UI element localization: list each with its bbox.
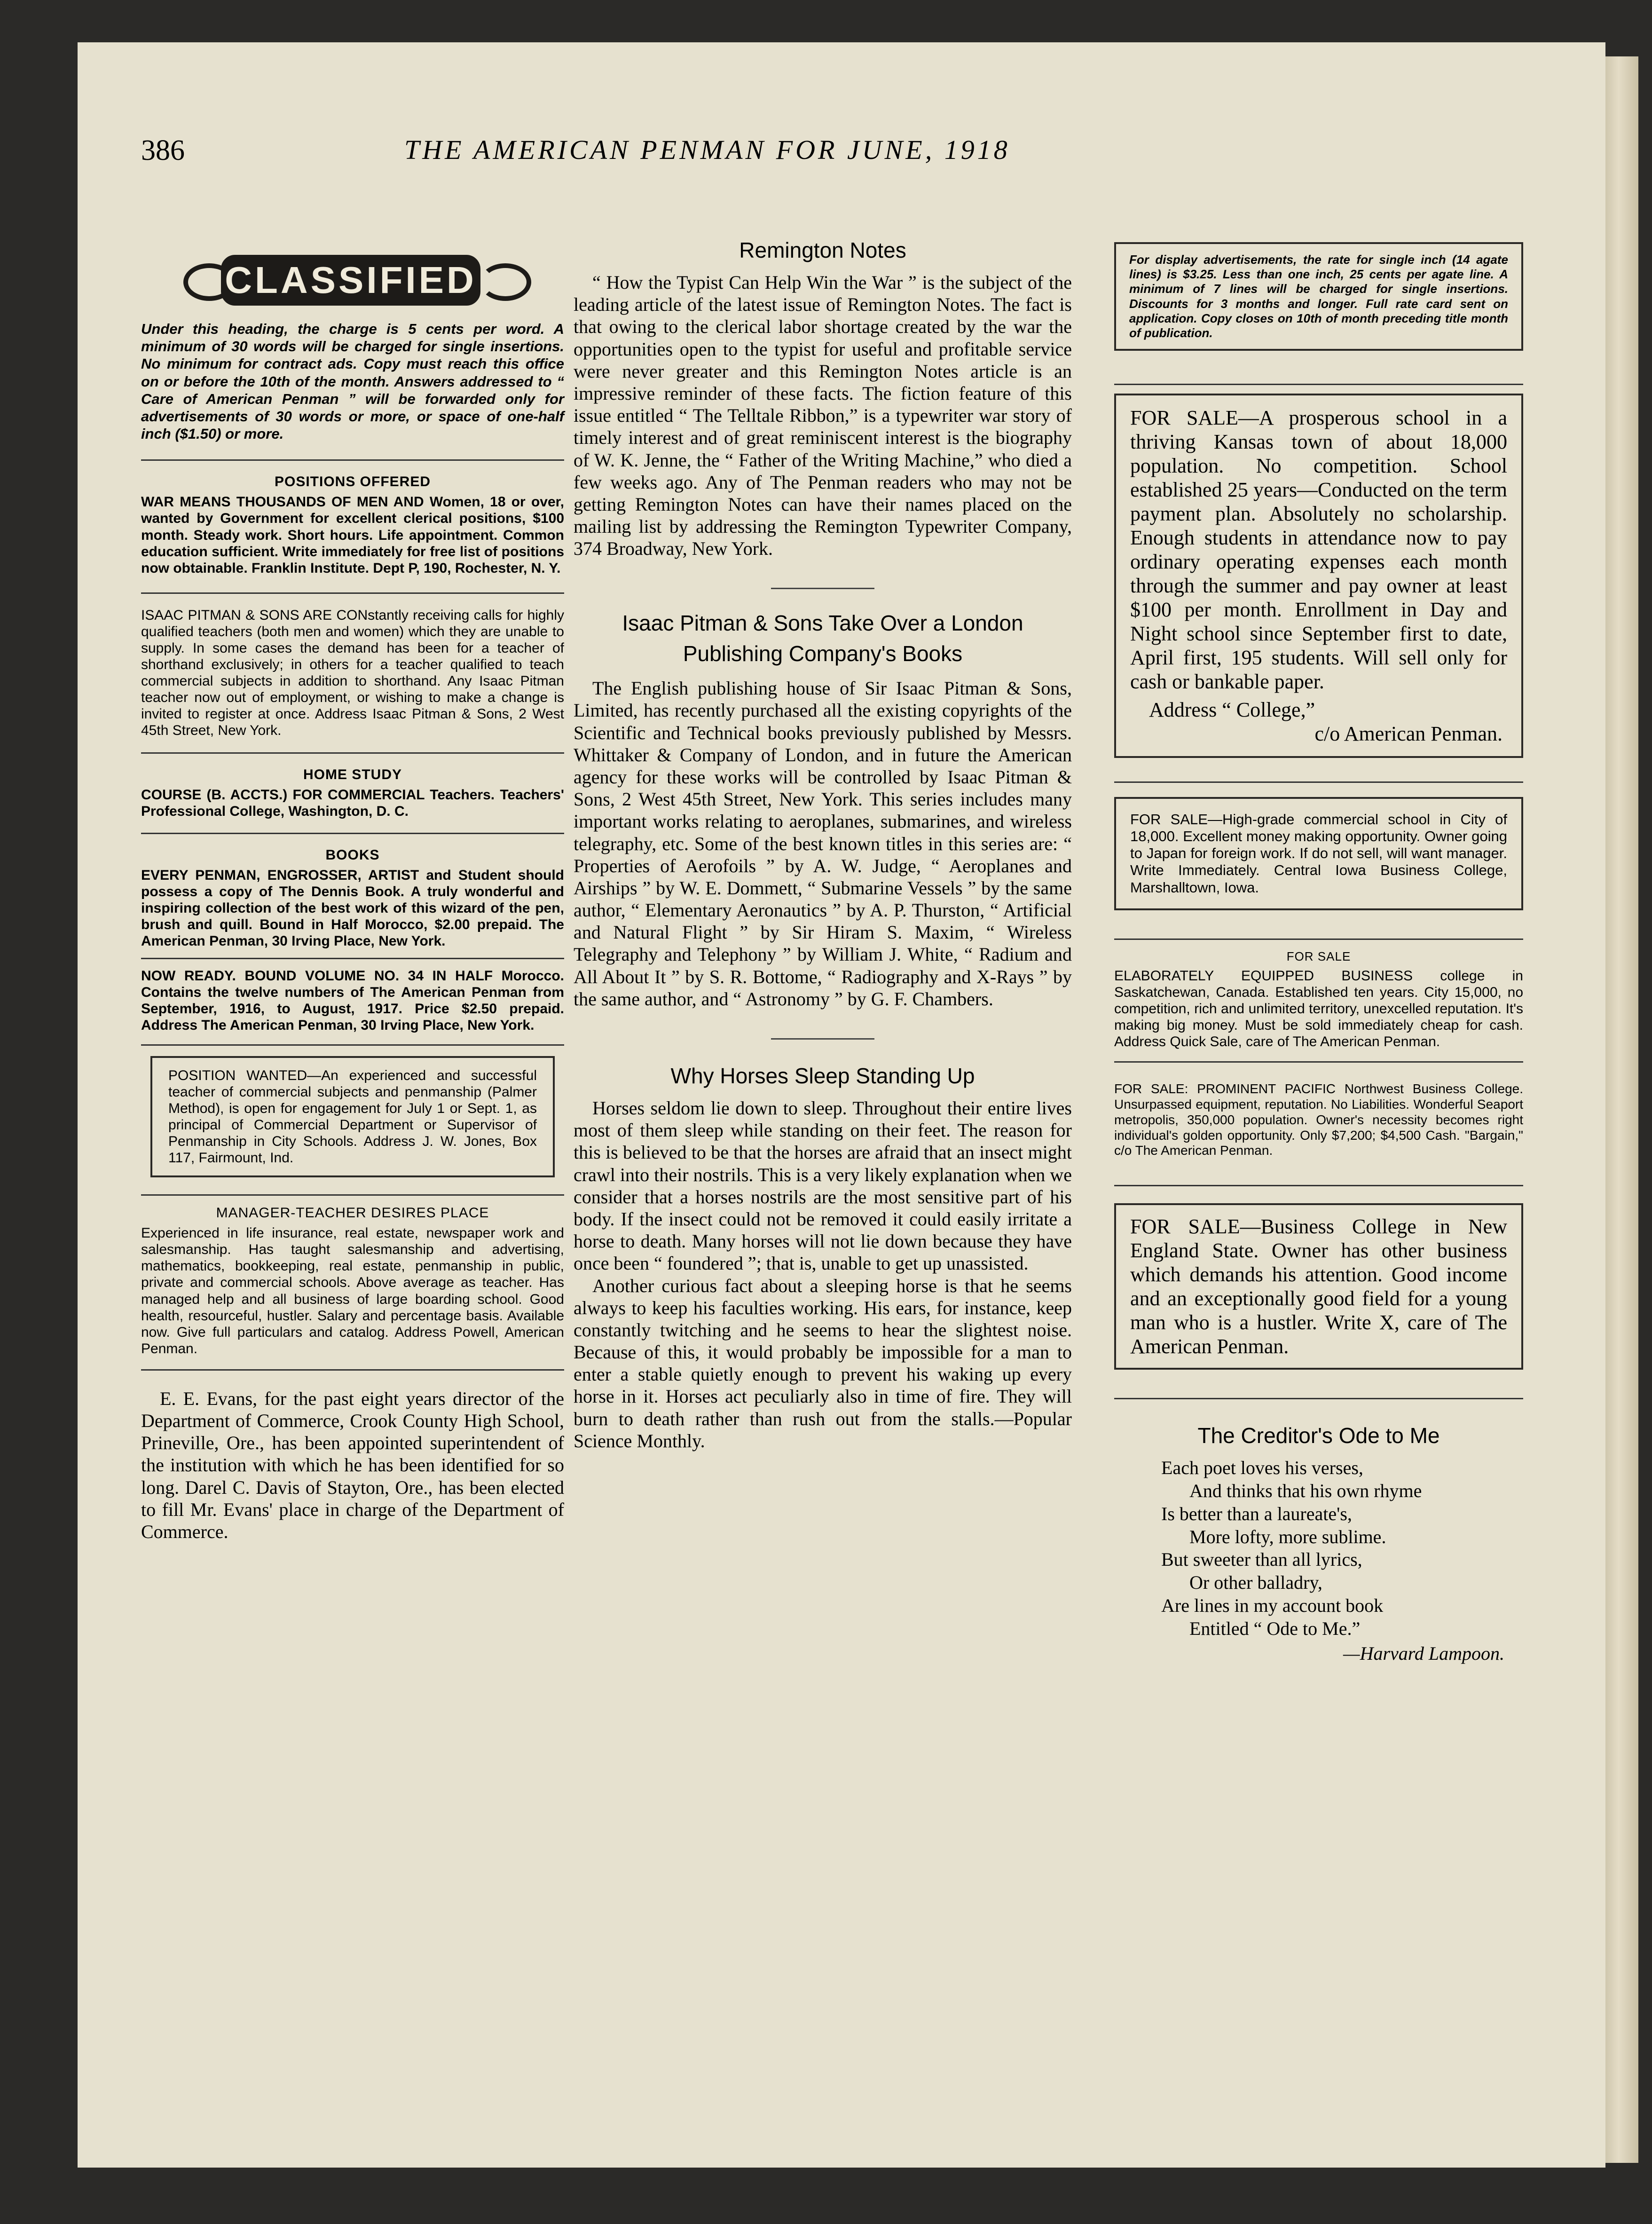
- kansas-ad-text: FOR SALE—A prosperous school in a thriving Kansas town of about 18,000 population. No competition. School established 25 years—Conducted on the term payment plan. Absolutely no scholarship. Enough students in attendance now to pay ordinary operating expenses each month through the summer and pay owner at least $100 per month. Enrollment in Day and Night school since September first to date, April first, 195 students. Will sell only for cash or bankable paper.: [1130, 406, 1507, 694]
- page-number: 386: [141, 134, 185, 166]
- classified-intro: Under this heading, the charge is 5 cents per word. A minimum of 30 words will be charged for single insertions. No minimum for contract ads. Copy must reach this office on or before the 10th of the month. Answers addressed to “ Care of American Penman ” will be forwarded only for advertisements of 30 words or more, or space of one-half inch ($1.50) or more.: [141, 321, 564, 442]
- pitman-teachers-ad: ISAAC PITMAN & SONS ARE CONstantly receiving calls for highly qualified teachers (both men and women) which they are unable to supply. In some cases the demand has been for a teacher of shorthand exclusively; in others for a teacher qualified to teach commercial subjects in addition to shorthand. Any Isaac Pitman teacher now out of employment, or wishing to make a change is invited to register at once. Address Isaac Pitman & Sons, 2 West 45th Street, New York.: [141, 607, 564, 739]
- poem: [1114, 1457, 1523, 1640]
- pitman-london-title: Isaac Pitman & Sons Take Over a London Publishing Company's Books: [622, 611, 1023, 666]
- books-ad: EVERY PENMAN, ENGROSSER, ARTIST and Student should possess a copy of The Dennis Book. A truly wonderful and inspiring collection of the best work of this wizard of the pen, brush and quill. Bound in Half Morocco, $2.00 prepaid. The American Penman, 30 Irving Place, New York.: [141, 867, 564, 949]
- divider: [141, 592, 564, 594]
- divider: [141, 833, 564, 834]
- swirl-right-icon: [480, 263, 531, 301]
- column-articles: [574, 237, 1072, 1452]
- divider: [771, 588, 874, 589]
- poem-line: Entitled “ Ode to Me.”: [1189, 1617, 1361, 1639]
- divider: [141, 1044, 564, 1046]
- column-for-sale: [1114, 242, 1523, 1664]
- divider: [1114, 384, 1523, 385]
- poem-line: Are lines in my account book: [1161, 1595, 1384, 1617]
- saskatchewan-ad: ELABORATELY EQUIPPED BUSINESS college in Saskatchewan, Canada. Established ten years. City 15,000, no competition, rich and unlimited territory, unexcelled reputation. It's making big money. Must be sold immediately cheap for cash. Address Quick Sale, care of The American Penman.: [1114, 968, 1523, 1050]
- position-wanted-box: [150, 1056, 555, 1178]
- divider: [141, 1194, 564, 1196]
- horses-title: Why Horses Sleep Standing Up: [670, 1064, 975, 1088]
- new-england-ad-box: [1114, 1203, 1523, 1370]
- horses-paragraph-2: Another curious fact about a sleeping horse is that he seems always to keep his faculties working. His ears, for instance, keep constantly twitching and he seems to hear the slightest noise. Because of this, it would probably be impossible for a man to enter a stable quietly enough to prevent his waking up every horse in it. Horses act peculiarly also in time of fire. They will burn to death rather than rush out from the stalls.—Popular Science Monthly.: [574, 1275, 1072, 1451]
- display-rates-box: [1114, 242, 1523, 351]
- new-england-ad-text: FOR SALE—Business College in New England State. Owner has other business which demands his attention. Good income and an exceptionally good field for a young man who is a hustler. Write X, care of The American Penman.: [1130, 1215, 1507, 1358]
- page-edge: [1605, 56, 1638, 2163]
- position-wanted-ad: POSITION WANTED—An experienced and successful teacher of commercial subjects and penmanship (Palmer Method), is open for engagement for July 1 or Sept. 1, as principal of Commercial Department or Supervisor of Penmanship in City Schools. Address J. W. Jones, Box 117, Fairmount, Ind.: [168, 1067, 537, 1166]
- bound-volume-ad: NOW READY. BOUND VOLUME NO. 34 IN HALF Morocco. Contains the twelve numbers of The American Penman from September, 1916, to August, 1917. Price $2.50 prepaid. Address The American Penman, 30 Irving Place, New York.: [141, 968, 564, 1033]
- evans-news-item: E. E. Evans, for the past eight years director of the Department of Commerce, Crook County High School, Prineville, Ore., has been appointed superintendent of the institution with which he has been identified for so long. Darel C. Davis of Stayton, Ore., has been elected to fill Mr. Evans' place in charge of the Department of Commerce.: [141, 1388, 564, 1542]
- japan-ad-box: [1114, 797, 1523, 910]
- column-classified: [141, 235, 564, 1543]
- pacific-northwest-ad: FOR SALE: PROMINENT PACIFIC Northwest Business College. Unsurpassed equipment, reputation. No Liabilities. Wonderful Seaport metropolis, 350,000 population. Owner's necessity becomes right individual's golden opportunity. Only $7,200; $4,500 Cash. "Bargain," c/o The American Penman.: [1114, 1081, 1523, 1158]
- running-title: THE AMERICAN PENMAN FOR JUNE, 1918: [404, 134, 1010, 165]
- kansas-ad-box: [1114, 394, 1523, 757]
- divider: [1114, 1061, 1523, 1063]
- home-study-ad: COURSE (B. ACCTS.) FOR COMMERCIAL Teachers. Teachers' Professional College, Washington, D. C.: [141, 787, 564, 819]
- manager-teacher-ad: Experienced in life insurance, real estate, newspaper work and salesmanship. Has taught salesmanship and advertising, mathematics, bookkeeping, real estate, penmanship in public, private and commercial schools. Above average as teacher. Has managed help and all business of large boarding school. Good health, resourceful, hustler. Salary and percentage basis. Available now. Give full particulars and catalog. Address Powell, American Penman.: [141, 1225, 564, 1356]
- divider: [141, 1369, 564, 1371]
- poem-line: And thinks that his own rhyme: [1189, 1480, 1422, 1502]
- divider: [141, 459, 564, 461]
- divider: [1114, 781, 1523, 783]
- poem-line: Or other balladry,: [1189, 1572, 1322, 1593]
- page-header: [141, 134, 1457, 186]
- kansas-address-line-1: Address “ College,”: [1149, 698, 1315, 721]
- pitman-london-body: The English publishing house of Sir Isaac Pitman & Sons, Limited, has recently purchased all the existing copyrights of the Scientific and Technical books previously published by Messrs. Whittaker & Company of London, and in future the American agency for these works will be controlled by Isaac Pitman & Sons, 2 West 45th Street, New York. This series includes many important works relating to aeroplanes, submarines, and wireless telegraphy, etc. Some of the best known titles in this series are: “ Properties of Aerofoils ” by A. W. Judge, “ Aeroplanes and Airships ” by W. E. Dommett, “ Submarine Vessels ” by the same author, “ Elementary Aeronautics ” by A. P. Thurston, “ Artificial and Natural Flight ” by Sir Hiram S. Maxim, “ Wireless Telegraphy and Telephony ” by William J. White, “ Radium and All About It ” by S. R. Bottome, “ Radiography and X-Rays ” by the same author, and “ Astronomy ” by G. F. Chambers.: [574, 678, 1072, 1009]
- divider: [141, 958, 564, 959]
- poem-line: More lofty, more sublime.: [1189, 1526, 1386, 1547]
- positions-offered-heading: POSITIONS OFFERED: [274, 474, 431, 490]
- divider: [771, 1038, 874, 1040]
- books-heading: BOOKS: [325, 847, 380, 863]
- divider: [141, 752, 564, 754]
- display-rates-text: For display advertisements, the rate for single inch (14 agate lines) is $3.25. Less than one inch, 25 cents per agate line. A minimum of 7 lines will be charged for single insertions. Discounts for 3 months and longer. Full rate card sent on application. Copy closes on 10th of month preceding title month of publication.: [1129, 252, 1508, 340]
- classified-logo-text: CLASSIFIED: [221, 255, 480, 306]
- poem-line: Is better than a laureate's,: [1161, 1503, 1352, 1524]
- remington-notes-body: “ How the Typist Can Help Win the War ” is the subject of the leading article of the latest issue of Remington Notes. The fact is that owing to the clerical labor shortage created by the war the opportunities open to the typist for useful and profitable service were never greater and this Remington Notes article is an impressive reminder of these facts. The fiction feature of this issue entitled “ The Telltale Ribbon,” is a typewriter war story of timely interest and of great reminiscent interest is the biography of W. K. Jenne, the “ Father of the Writing Machine,” who died a few weeks ago. Any of The Penman readers who may not be getting Remington Notes can have their names placed on the mailing list by addressing the Remington Typewriter Company, 374 Broadway, New York.: [574, 272, 1072, 560]
- horses-paragraph-1: Horses seldom lie down to sleep. Throughout their entire lives most of them sleep while standing on their feet. The reason for this is believed to be that the horses are afraid that an insect might crawl into their nostrils. This is a very likely explanation when we consider that a horses nostrils are the most sensitive part of his body. If the insect could not be removed it could easily irritate a horse to death. Many horses will not lie down because they have once been “ foundered ”; that is, unable to get up unassisted.: [574, 1097, 1072, 1274]
- divider: [1114, 1185, 1523, 1186]
- saskatchewan-heading: FOR SALE: [1286, 949, 1351, 963]
- remington-notes-title: Remington Notes: [739, 238, 906, 262]
- poem-attribution: —Harvard Lampoon.: [1343, 1642, 1504, 1664]
- positions-offered-ad: WAR MEANS THOUSANDS OF MEN AND Women, 18 or over, wanted by Government for excellent clerical positions, $100 month. Steady work. Short hours. Life appointment. Common education sufficient. Write immediately for free list of positions now obtainable. Franklin Institute. Dept P, 190, Rochester, N. Y.: [141, 494, 564, 576]
- poem-line: But sweeter than all lyrics,: [1161, 1549, 1362, 1570]
- divider: [1114, 938, 1523, 940]
- poem-line: Each poet loves his verses,: [1161, 1457, 1363, 1479]
- japan-ad-text: FOR SALE—High-grade commercial school in City of 18,000. Excellent money making opportunity. Owner going to Japan for foreign work. If do not sell, will want manager. Write Immediately. Central Iowa Business College, Marshalltown, Iowa.: [1130, 811, 1507, 896]
- manager-teacher-heading: MANAGER-TEACHER DESIRES PLACE: [216, 1205, 489, 1221]
- home-study-heading: HOME STUDY: [303, 766, 402, 782]
- kansas-address-line-2: c/o American Penman.: [1314, 722, 1503, 745]
- classified-logo: [183, 249, 522, 308]
- divider: [1114, 1398, 1523, 1399]
- poem-title: The Creditor's Ode to Me: [1197, 1423, 1440, 1448]
